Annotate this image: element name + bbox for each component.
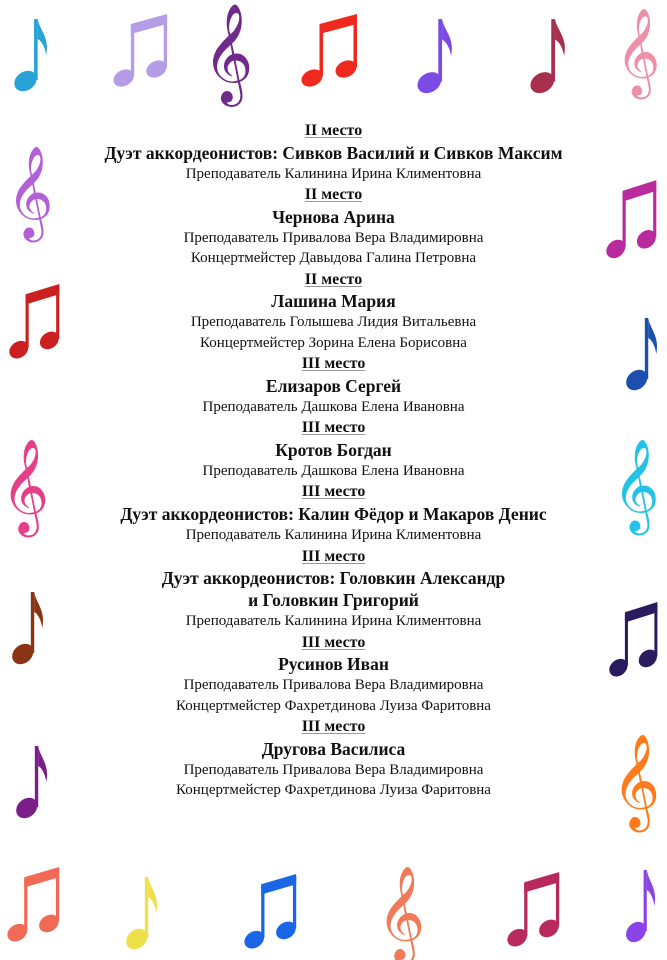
place-heading: III место: [301, 718, 366, 736]
teacher-line: Преподаватель Привалова Вера Владимировна: [183, 761, 484, 778]
svg-text:𝄞: 𝄞: [611, 733, 661, 829]
svg-text:𝄞: 𝄞: [202, 2, 254, 103]
teacher-line: Преподаватель Дашкова Елена Ивановна: [202, 462, 465, 479]
teacher-line: Преподаватель Привалова Вера Владимировна: [183, 229, 484, 246]
results-list: [40, 120, 627, 801]
result-entry: [40, 184, 627, 269]
teacher-line: Концертмейстер Зорина Елена Борисовна: [200, 334, 467, 351]
participant-name: Другова Василиса: [261, 738, 406, 759]
place-heading: III место: [301, 419, 366, 437]
participant-name: Елизаров Сергей: [265, 375, 402, 396]
result-entry: [40, 353, 627, 417]
participant-name: Кротов Богдан: [275, 439, 392, 460]
participant-name: Лашина Мария: [271, 291, 396, 312]
beamed-notes-icon: [506, 870, 562, 952]
participant-name: и Головкин Григорий: [248, 590, 419, 611]
participant-name: Дуэт аккордеонистов: Головкин Александр: [161, 568, 506, 589]
treble-clef-icon: [376, 865, 426, 960]
place-heading: III место: [301, 355, 366, 373]
eighth-note-icon: [624, 314, 658, 394]
result-entry: [40, 546, 627, 632]
teacher-line: Преподаватель Голышева Лидия Витальевна: [190, 314, 477, 331]
teacher-line: Преподаватель Калинина Ирина Климентовна: [185, 527, 482, 544]
result-entry: [40, 269, 627, 354]
eighth-note-icon: [415, 15, 453, 97]
svg-text:𝄞: 𝄞: [6, 144, 54, 238]
teacher-line: Преподаватель Калинина Ирина Климентовна: [185, 165, 482, 182]
eighth-note-icon: [624, 866, 656, 946]
eighth-note-icon: [528, 15, 566, 97]
teacher-line: Преподаватель Привалова Вера Владимировна: [183, 677, 484, 694]
treble-clef-icon: [615, 6, 661, 96]
place-heading: II место: [304, 122, 363, 139]
beamed-notes-icon: [300, 12, 360, 92]
result-entry: [40, 716, 627, 801]
result-entry: [40, 120, 627, 184]
teacher-line: Преподаватель Дашкова Елена Ивановна: [202, 398, 465, 415]
place-heading: III место: [301, 483, 366, 501]
place-heading: II место: [304, 270, 363, 288]
eighth-note-icon: [12, 15, 48, 95]
treble-clef-icon: [202, 2, 254, 103]
participant-name: Дуэт аккордеонистов: Калин Фёдор и Макаров Денис: [120, 504, 547, 525]
svg-text:𝄞: 𝄞: [376, 865, 426, 960]
teacher-line: Концертмейстер Давыдова Галина Петровна: [190, 250, 477, 267]
teacher-line: Концертмейстер Фахретдинова Луиза Фаритовна: [176, 782, 491, 799]
result-entry: [40, 417, 627, 481]
svg-text:𝄞: 𝄞: [0, 438, 50, 534]
teacher-line: Концертмейстер Фахретдинова Луиза Фаритовна: [176, 697, 491, 714]
beamed-notes-icon: [243, 872, 299, 954]
place-heading: III место: [301, 547, 366, 565]
participant-name: Дуэт аккордеонистов: Сивков Василий и Сивков Максим: [104, 142, 563, 163]
svg-text:𝄞: 𝄞: [612, 437, 660, 531]
svg-text:𝄞: 𝄞: [615, 6, 661, 96]
eighth-note-icon: [124, 873, 158, 953]
participant-name: Русинов Иван: [278, 654, 389, 675]
beamed-notes-icon: [112, 12, 170, 92]
participant-name: Чернова Арина: [272, 206, 395, 227]
beamed-notes-icon: [6, 865, 62, 947]
place-heading: III место: [301, 633, 366, 651]
place-heading: II место: [304, 186, 363, 204]
result-entry: [40, 481, 627, 545]
result-entry: [40, 632, 627, 717]
teacher-line: Преподаватель Калинина Ирина Климентовна: [185, 613, 482, 630]
treble-clef-icon: [0, 438, 50, 534]
eighth-note-icon: [10, 588, 44, 668]
